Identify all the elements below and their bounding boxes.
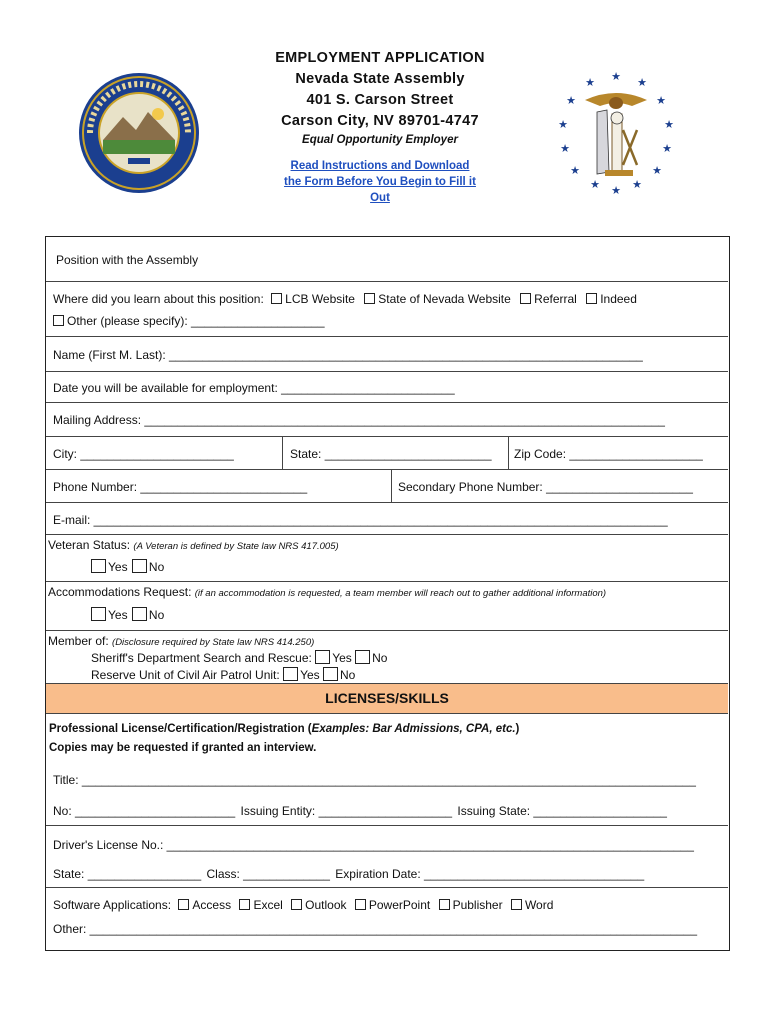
prof-heading-examples: Examples: Bar Admissions, CPA, etc. (311, 723, 516, 735)
software-line (53, 898, 553, 912)
publisher-checkbox[interactable] (439, 899, 450, 910)
dl-expiration-field[interactable]: Expiration Date: _________________________________ (335, 867, 645, 881)
svg-text:★: ★ (611, 71, 621, 83)
drivers-license-row (46, 825, 728, 887)
application-form (45, 236, 730, 951)
accommodations-no-label: No (148, 608, 165, 622)
civil-air-yes-label: Yes (300, 668, 320, 682)
email-field[interactable]: E-mail: ______________________________________________________________________________________ (53, 513, 668, 527)
civil-air-yes-checkbox[interactable] (283, 667, 298, 681)
divider (391, 470, 392, 502)
svg-text:★: ★ (637, 77, 647, 89)
name-row (46, 336, 728, 371)
sheriff-label: Sheriff's Department Search and Rescue: (91, 651, 312, 665)
veteran-options (91, 559, 164, 574)
city-state-zip-row (46, 436, 728, 469)
sheriff-no-label: No (372, 651, 388, 665)
sheriff-yes-label: Yes (332, 651, 352, 665)
veteran-note: (A Veteran is defined by State law NRS 417.005) (133, 541, 339, 552)
instructions-link-line3[interactable]: Out (370, 192, 390, 204)
word-checkbox[interactable] (511, 899, 522, 910)
accommodations-row (46, 581, 728, 630)
name-field[interactable]: Name (First M. Last): _______________________________________________________________________ (53, 348, 643, 362)
license-no-field[interactable]: No: ________________________ (53, 804, 236, 818)
org-name: Nevada State Assembly (295, 71, 465, 87)
eoe-statement: Equal Opportunity Employer (302, 134, 458, 146)
civil-air-line (91, 667, 355, 682)
svg-text:★: ★ (632, 179, 642, 191)
header (0, 0, 770, 230)
accommodations-no-checkbox[interactable] (132, 607, 147, 621)
license-line (53, 804, 667, 818)
member-of-row (46, 630, 728, 683)
secondary-phone-field[interactable]: Secondary Phone Number: ______________________ (398, 480, 693, 494)
svg-text:★: ★ (664, 119, 674, 131)
publisher-label: Publisher (452, 898, 503, 912)
referral-label: Referral (534, 292, 577, 306)
mailing-address-field[interactable]: Mailing Address: ______________________________________________________________________________ (53, 413, 665, 427)
licenses-skills-banner: LICENSES/SKILLS (46, 683, 728, 713)
word-label: Word (524, 898, 554, 912)
learn-line (53, 292, 637, 306)
position-row (46, 237, 728, 281)
access-checkbox[interactable] (178, 899, 189, 910)
divider (282, 437, 283, 469)
accommodations-note: (if an accommodation is requested, a team member will reach out to gather additional information) (194, 588, 607, 599)
svg-text:★: ★ (585, 77, 595, 89)
state-field[interactable]: State: _________________________ (290, 447, 492, 461)
veteran-yes-checkbox[interactable] (91, 559, 106, 573)
member-of-label: Member of: (48, 634, 109, 648)
zip-field[interactable]: Zip Code: ____________________ (514, 447, 703, 461)
issuing-state-field[interactable]: Issuing State: ____________________ (457, 804, 667, 818)
divider (508, 437, 509, 469)
civil-air-no-checkbox[interactable] (323, 667, 338, 681)
title-block (230, 48, 530, 206)
veteran-line (48, 538, 339, 552)
other-software-field[interactable]: Other: ___________________________________________________________________________________________ (53, 922, 697, 936)
svg-text:★: ★ (652, 165, 662, 177)
dl-class-field[interactable]: Class: _____________ (206, 867, 330, 881)
issuing-entity-field[interactable]: Issuing Entity: ____________________ (240, 804, 453, 818)
indeed-label: Indeed (600, 292, 637, 306)
member-of-note: (Disclosure required by State law NRS 414.250) (112, 637, 315, 648)
instructions-link-line1[interactable]: Read Instructions and Download (290, 160, 470, 172)
accommodations-yes-label: Yes (108, 608, 128, 622)
indeed-checkbox[interactable] (586, 293, 597, 304)
dl-line (53, 867, 644, 881)
svg-text:★: ★ (566, 95, 576, 107)
instructions-link[interactable] (230, 158, 530, 206)
accommodations-label: Accommodations Request: (48, 585, 192, 599)
prof-heading-c: ) (515, 723, 520, 735)
available-row (46, 371, 728, 402)
accommodations-yes-checkbox[interactable] (91, 607, 106, 621)
available-date-field[interactable]: Date you will be available for employment: __________________________ (53, 381, 455, 395)
phone-field[interactable]: Phone Number: _________________________ (53, 480, 308, 494)
sheriff-line (91, 650, 387, 665)
access-label: Access (192, 898, 232, 912)
professional-license-row (46, 713, 728, 825)
software-label: Software Applications: (53, 898, 172, 912)
lcb-website-label: LCB Website (285, 292, 355, 306)
other-source-checkbox[interactable] (53, 315, 64, 326)
prof-heading-a: Professional License/Certification/Registration ( (49, 723, 312, 735)
learn-row (46, 281, 728, 336)
lcb-website-checkbox[interactable] (271, 293, 282, 304)
position-field[interactable]: Position with the Assembly (56, 253, 199, 267)
state-website-checkbox[interactable] (364, 293, 375, 304)
excel-checkbox[interactable] (239, 899, 250, 910)
nevada-great-seal-icon (78, 72, 200, 194)
learn-label: Where did you learn about this position: (53, 292, 264, 306)
instructions-link-line2[interactable]: the Form Before You Begin to Fill it (284, 176, 476, 188)
svg-text:★: ★ (590, 179, 600, 191)
svg-text:★: ★ (611, 185, 621, 195)
referral-checkbox[interactable] (520, 293, 531, 304)
sheriff-no-checkbox[interactable] (355, 650, 370, 664)
assembly-emblem-icon (557, 70, 675, 195)
sheriff-yes-checkbox[interactable] (315, 650, 330, 664)
license-title-field[interactable]: Title: ____________________________________________________________________________________________ (53, 773, 696, 787)
svg-text:★: ★ (656, 95, 666, 107)
outlook-checkbox[interactable] (291, 899, 302, 910)
accommodations-options (91, 607, 164, 622)
powerpoint-checkbox[interactable] (355, 899, 366, 910)
svg-text:★: ★ (570, 165, 580, 177)
veteran-row (46, 534, 728, 581)
email-row (46, 502, 728, 534)
civil-air-label: Reserve Unit of Civil Air Patrol Unit: (91, 668, 280, 682)
veteran-yes-label: Yes (108, 560, 128, 574)
professional-license-heading (49, 723, 519, 735)
powerpoint-label: PowerPoint (368, 898, 431, 912)
drivers-license-no-field[interactable]: Driver's License No.: _______________________________________________________________________________ (53, 838, 694, 852)
veteran-label: Veteran Status: (48, 538, 131, 552)
svg-text:★: ★ (558, 119, 568, 131)
state-website-label: State of Nevada Website (378, 292, 511, 306)
member-of-line (48, 634, 314, 648)
excel-label: Excel (253, 898, 283, 912)
civil-air-no-label: No (340, 668, 356, 682)
mailing-row (46, 402, 728, 436)
street-address: 401 S. Carson Street (306, 92, 454, 108)
accommodations-line (48, 585, 606, 599)
svg-text:★: ★ (662, 143, 672, 155)
copies-note: Copies may be requested if granted an interview. (49, 742, 317, 754)
learn-other-line (53, 314, 325, 328)
veteran-no-checkbox[interactable] (132, 559, 147, 573)
city-address: Carson City, NV 89701-4747 (281, 113, 479, 129)
outlook-label: Outlook (305, 898, 347, 912)
svg-text:★: ★ (560, 143, 570, 155)
veteran-no-label: No (148, 560, 165, 574)
application-title: EMPLOYMENT APPLICATION (275, 50, 485, 66)
phone-row (46, 469, 728, 502)
other-source-field[interactable]: Other (please specify): ____________________ (67, 314, 325, 328)
city-field[interactable]: City: _______________________ (53, 447, 234, 461)
software-row (46, 887, 728, 950)
dl-state-field[interactable]: State: _________________ (53, 867, 202, 881)
